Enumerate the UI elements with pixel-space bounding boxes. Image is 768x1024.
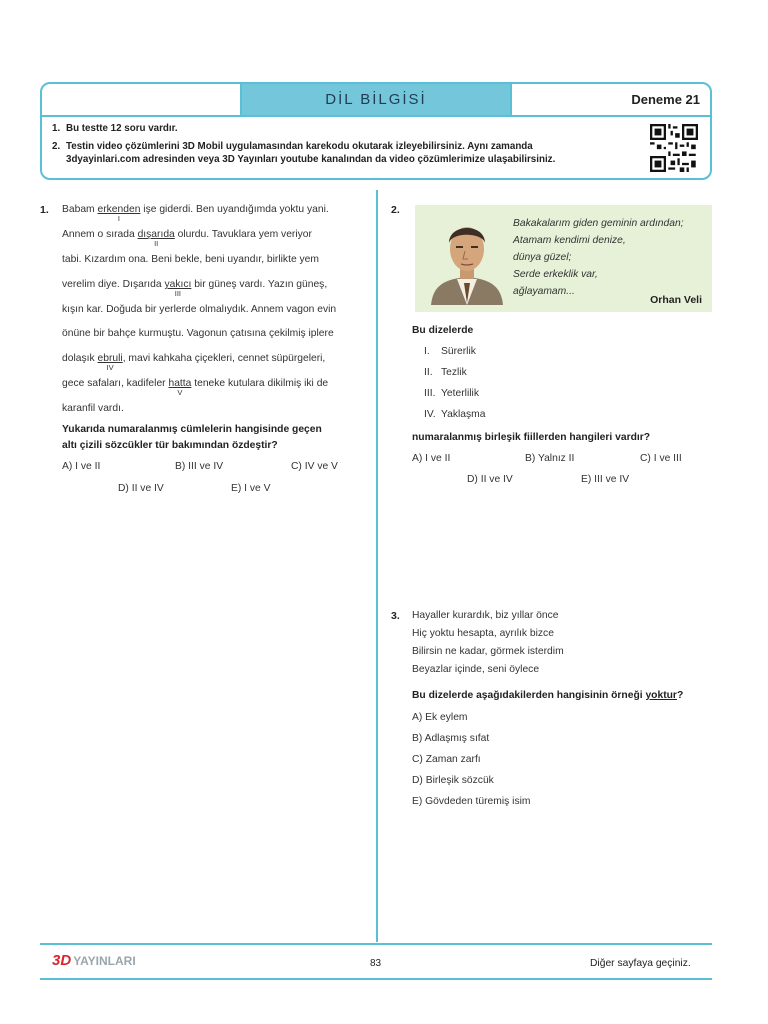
test-name: Deneme 21 [631, 92, 700, 107]
test-header [40, 82, 712, 180]
q3-option-c[interactable]: C) Zaman zarfı [412, 754, 481, 765]
q2-option-e[interactable]: E) III ve IV [581, 474, 630, 485]
q2-item: IV. Yaklaşma [424, 409, 486, 420]
poem-line: Atamam kendimi denize, [513, 235, 626, 246]
q2-stem: numaralanmış birleşik fiillerden hangileri vardır? [412, 432, 651, 443]
instruction-item: 3dyayinlari.com adresinden veya 3D Yayınları youtube kanalından da video çözümlerimize ulaşabilirsiniz. [66, 154, 556, 165]
instructions [52, 122, 642, 166]
poem-line: Serde erkeklik var, [513, 269, 598, 280]
column-divider [376, 190, 378, 942]
q1-line-7: dolaşık ebruli IV , mavi kahkaha çiçekleri, cennet süpürgeleri, [62, 353, 326, 372]
poet-portrait [427, 213, 507, 305]
q1-line-1: Babam erkenden I işe giderdi. Ben uyandığımda yoktu yani. [62, 204, 329, 223]
q1-line-8: gece safaları, kadifeler hatta V teneke kutulara dikilmiş iki de [62, 378, 329, 397]
q1-option-b[interactable]: B) III ve IV [175, 461, 224, 472]
q1-underlined-word: yakıcı [164, 279, 192, 290]
q1-line-9: karanfil vardı. [62, 403, 124, 414]
q3-stem: Bu dizelerde aşağıdakilerden hangisinin örneği yoktur? [412, 690, 684, 701]
q1-underlined-word: erkenden [97, 204, 141, 215]
q2-item: III. Yeterlilik [424, 388, 479, 399]
roman-marker: III [174, 289, 182, 298]
q1-option-d[interactable]: D) II ve IV [118, 483, 164, 494]
q1-underlined-word: dışarıda [137, 229, 175, 240]
q3-option-e[interactable]: E) Gövdeden türemiş isim [412, 796, 531, 807]
page-number: 83 [370, 958, 382, 969]
q1-line-4: verelim diye. Dışarıda yakıcı III bir güneş vardı. Yazın güneş, [62, 279, 328, 298]
logo-text: YAYINLARI [73, 954, 136, 968]
poem-line: ağlayamam... [513, 286, 575, 297]
qr-code-icon[interactable] [650, 124, 698, 172]
q3-verse-line: Beyazlar içinde, seni öylece [412, 664, 540, 675]
q3-verse-line: Hiç yoktu hesapta, ayrılık bizce [412, 628, 554, 639]
q1-underlined-word: hatta [168, 378, 192, 389]
q1-option-e[interactable]: E) I ve V [231, 483, 271, 494]
q1-line-2: Annem o sırada dışarıda II olurdu. Tavuklara yem veriyor [62, 229, 312, 248]
footer-bottom-line [40, 978, 712, 980]
question-1-number: 1. [40, 204, 49, 216]
next-page-note: Diğer sayfaya geçiniz. [590, 958, 691, 969]
question-3-number: 3. [391, 610, 400, 622]
poem-line: dünya güzel; [513, 252, 572, 263]
q3-option-a[interactable]: A) Ek eylem [412, 712, 468, 723]
footer-top-line [40, 943, 712, 945]
roman-marker: II [154, 239, 159, 248]
q1-line-5: kışın kar. Doğuda bir yerlerde olmalıydık. Annem vagon evin [62, 304, 337, 315]
roman-marker: I [117, 214, 121, 223]
poem-author: Orhan Veli [650, 294, 702, 306]
header-left-cell [42, 84, 242, 115]
poem-line: Bakakalarım giden geminin ardından; [513, 218, 684, 229]
q1-option-a[interactable]: A) I ve II [62, 461, 101, 472]
q1-stem-line-2: altı çizili sözcükler tür bakımından özdeştir? [62, 440, 278, 451]
instruction-item: 1. Bu testte 12 soru vardır. [52, 123, 178, 134]
header-row [42, 84, 710, 117]
roman-marker: IV [106, 363, 114, 372]
q2-intro: Bu dizelerde [412, 325, 474, 336]
q3-option-b[interactable]: B) Adlaşmış sıfat [412, 733, 490, 744]
q3-verse-line: Bilirsin ne kadar, görmek isterdim [412, 646, 564, 657]
poem-box [415, 205, 712, 312]
q2-item: I. Sürerlik [424, 346, 476, 357]
q3-verse-line: Hayaller kurardık, biz yıllar önce [412, 610, 559, 621]
subject-title: DİL BİLGİSİ [242, 84, 512, 115]
q2-option-a[interactable]: A) I ve II [412, 453, 451, 464]
question-2-number: 2. [391, 204, 400, 216]
q2-option-c[interactable]: C) I ve III [640, 453, 682, 464]
q3-option-d[interactable]: D) Birleşik sözcük [412, 775, 494, 786]
roman-marker: V [177, 388, 183, 397]
q2-option-b[interactable]: B) Yalnız II [525, 453, 575, 464]
q1-underlined-word: ebruli [97, 353, 123, 364]
q2-item: II. Tezlik [424, 367, 467, 378]
q1-stem-line-1: Yukarıda numaralanmış cümlelerin hangisinde geçen [62, 424, 322, 435]
logo-mark: 3D [52, 952, 72, 969]
q1-line-3: tabi. Kızardım ona. Beni bekle, beni uyandır, birlikte yem [62, 254, 319, 265]
q1-line-6: önüne bir bahçe kurmuştu. Vagonun çatısına çekilmiş iplere [62, 328, 334, 339]
publisher-logo [52, 952, 136, 972]
q1-option-c[interactable]: C) IV ve V [291, 461, 338, 472]
q2-option-d[interactable]: D) II ve IV [467, 474, 513, 485]
instruction-item: 2. Testin video çözümlerini 3D Mobil uygulamasından karekodu okutarak izleyebilirsiniz. Aynı zamanda [52, 141, 533, 152]
poem-text [513, 215, 684, 300]
